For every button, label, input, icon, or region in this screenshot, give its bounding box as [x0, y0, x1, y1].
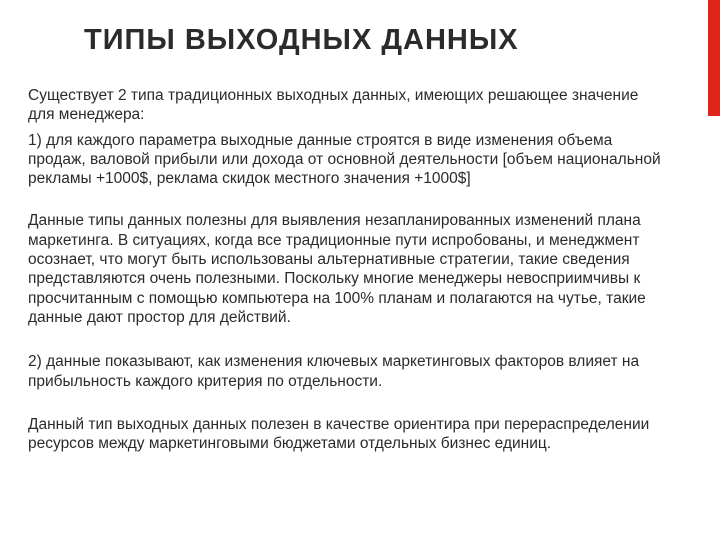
paragraph-type-1: 1) для каждого параметра выходные данные строятся в виде изменения объема продаж, валовой прибыли или дохода от основной деятельности [объем национальной рекламы +1000$, реклама скидок местного значения +1000$] [28, 131, 661, 188]
accent-bar [708, 0, 720, 116]
paragraph-type-1-usefulness: Данные типы данных полезны для выявления незапланированных изменений плана маркетинга. В ситуациях, когда все традиционные пути испробованы, и менеджмент осознает, что могут быть использованы альтернативные стратегии, такие сведения представляются очень полезными. Поскольку многие менеджеры невосприимчивы к просчитанным с помощью компьютера на 100% планам и полагаются на чутье, такие данные дают простор для действий. [28, 212, 646, 326]
slide-content [22, 86, 667, 453]
paragraph-type-2: 2) данные показывают, как изменения ключевых маркетинговых факторов влияет на прибыльность каждого критерия по отдельности. [28, 353, 640, 390]
paragraph-type-2-usefulness: Данный тип выходных данных полезен в качестве ориентира при перераспределении ресурсов между маркетинговыми бюджетами отдельных бизнес единиц. [28, 415, 650, 453]
paragraph-intro: Существует 2 типа традиционных выходных данных, имеющих решающее значение для менеджера: [28, 87, 639, 124]
slide-title: ТИПЫ ВЫХОДНЫХ ДАННЫХ [84, 24, 519, 56]
